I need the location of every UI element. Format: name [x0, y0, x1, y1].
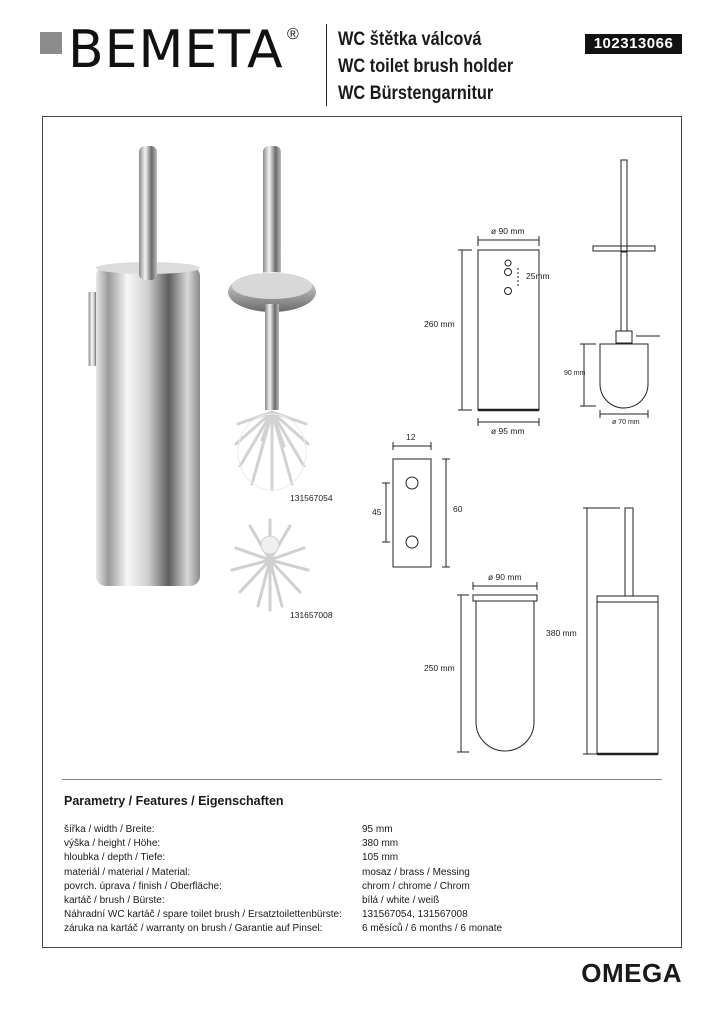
spec-row — [64, 851, 624, 865]
spec-row — [64, 894, 624, 908]
spare-brush-photo — [232, 520, 308, 610]
dim-top-width: ø 90 mm — [491, 226, 525, 236]
spec-row — [64, 908, 624, 922]
spec-label: záruka na kartáč / warranty on brush / Garantie auf Pinsel: — [64, 923, 323, 935]
dim-total-height: 380 mm — [546, 628, 577, 638]
dim-bracket-width: 12 — [406, 432, 416, 442]
spec-value: bílá / white / weiß — [362, 895, 440, 907]
assembly-drawing — [583, 508, 658, 754]
holder-cylinder — [96, 266, 200, 586]
spec-value: 105 mm — [362, 852, 399, 864]
spec-value: 95 mm — [362, 824, 393, 835]
dim-bottom-width: ø 95 mm — [491, 426, 525, 436]
dim-hole-spacing: 25mm — [526, 271, 550, 281]
brush-photo — [228, 146, 316, 490]
spec-label: výška / height / Höhe: — [64, 838, 161, 850]
dim-holder-height: 260 mm — [424, 319, 455, 329]
spec-row — [64, 922, 624, 936]
part-number-brush-1: 131567054 — [290, 493, 333, 503]
spec-table — [64, 823, 624, 937]
holder-handle — [139, 146, 157, 280]
dim-brush-head-width: ø 70 mm — [612, 419, 640, 426]
dim-cup-height: 250 mm — [424, 663, 455, 673]
spec-label: povrch. úprava / finish / Oberfläche: — [64, 880, 222, 892]
spec-label: Náhradní WC kartáč / spare toilet brush / Ersatztoilettenbürste: — [64, 909, 342, 921]
brush-side-drawing — [580, 160, 660, 418]
spec-row — [64, 880, 624, 894]
cup-drawing — [457, 582, 537, 752]
spec-label: kartáč / brush / Bürste: — [64, 895, 165, 907]
spec-value: chrom / chrome / Chrom — [362, 880, 470, 892]
spec-label: materiál / material / Material: — [64, 866, 191, 878]
holder-front-drawing — [458, 236, 539, 426]
part-number-brush-2: 131657008 — [290, 610, 333, 620]
spec-row — [64, 823, 624, 837]
features-divider — [62, 779, 662, 780]
features-title: Parametry / Features / Eigenschaften — [64, 794, 284, 808]
dim-bracket-hole-spacing: 45 — [372, 507, 382, 517]
spec-value: 380 mm — [362, 838, 399, 850]
dim-bracket-height: 60 — [453, 504, 463, 514]
spec-row — [64, 866, 624, 880]
spec-value: 131567054, 131567008 — [362, 909, 468, 921]
spec-value: 6 měsíců / 6 months / 6 monate — [362, 923, 503, 935]
dim-brush-head-height: 90 mm — [564, 370, 586, 377]
registered-mark: ® — [287, 26, 299, 43]
bracket-drawing — [382, 442, 450, 567]
holder-photo — [88, 146, 200, 586]
logo-text: BEMETA — [68, 20, 284, 80]
title-de: WC Bürstengarnitur — [338, 83, 494, 104]
spec-label: šířka / width / Breite: — [64, 824, 155, 835]
title-en: WC toilet brush holder — [338, 56, 514, 77]
model-name: OMEGA — [581, 958, 682, 988]
title-cz: WC štětka válcová — [338, 29, 482, 50]
spec-label: hloubka / depth / Tiefe: — [64, 852, 166, 864]
dim-cup-width: ø 90 mm — [488, 572, 522, 582]
spec-value: mosaz / brass / Messing — [362, 866, 470, 878]
product-code-badge: 102313066 — [585, 34, 682, 54]
spec-row — [64, 837, 624, 851]
